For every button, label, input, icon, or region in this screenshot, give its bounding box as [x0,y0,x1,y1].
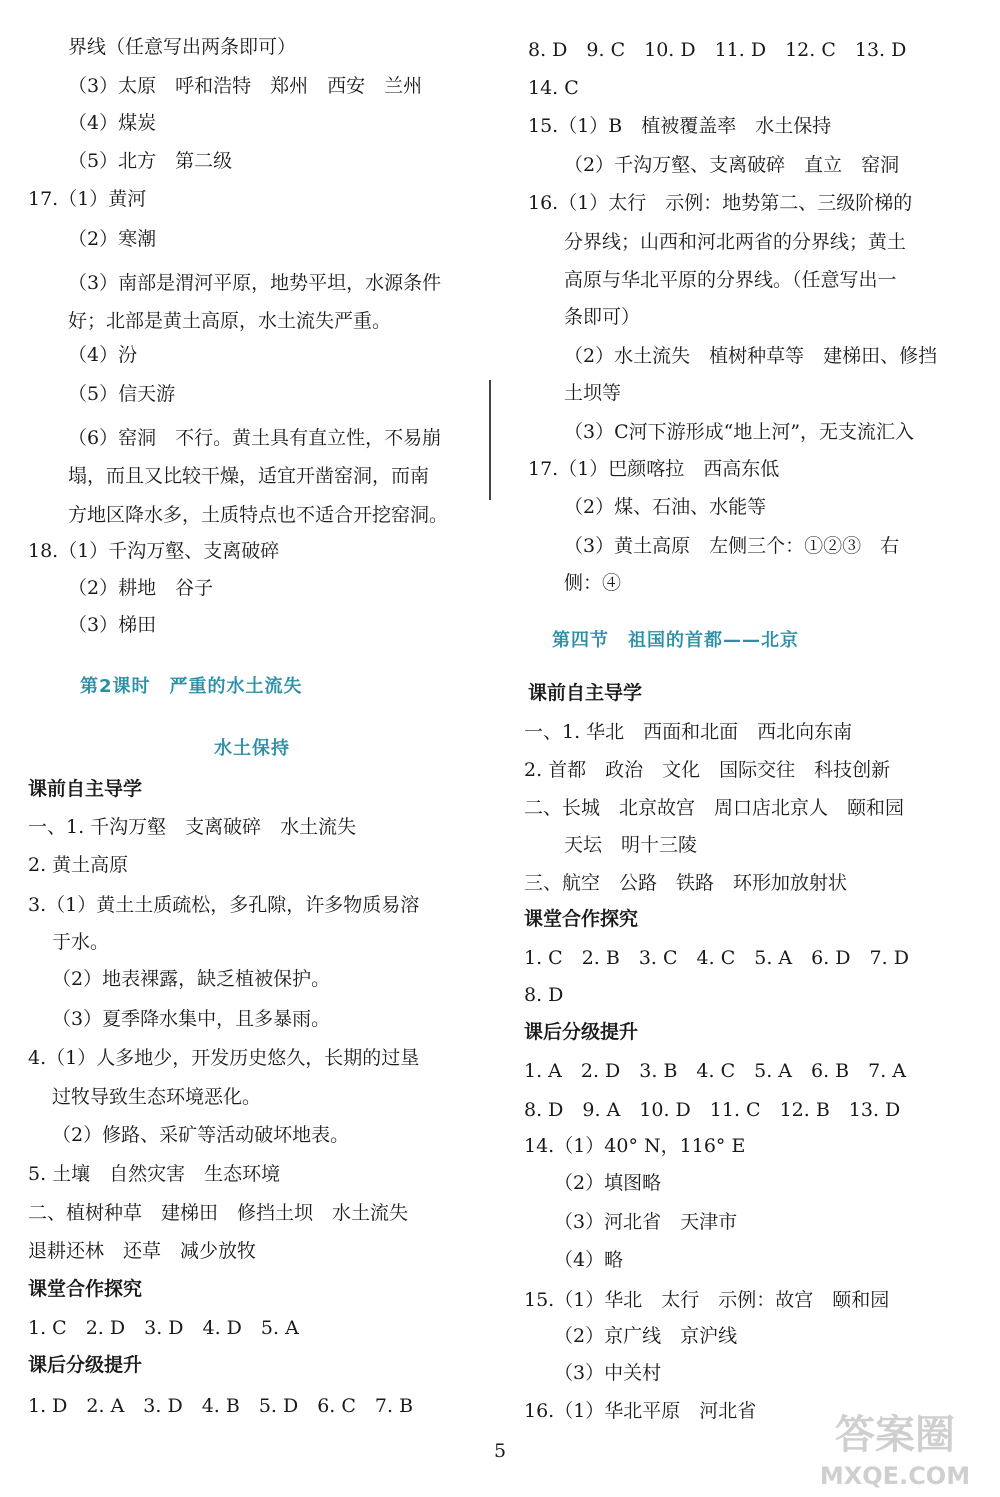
answer-line: 过牧导致生态环境恶化。 [52,1086,262,1108]
answer-line: 4.（1）人多地少，开发历史悠久，长期的过垦 [28,1047,420,1069]
answer-line: （2）寒潮 [68,228,157,250]
subsection-heading: 课堂合作探究 [524,908,639,930]
answer-line: （3）夏季降水集中，且多暴雨。 [52,1008,331,1030]
answer-line: （4）汾 [68,344,138,366]
subsection-heading: 课后分级提升 [28,1354,143,1376]
answer-line: 8. D 9. A 10. D 11. C 12. B 13. D [524,1099,901,1121]
answer-line: （3）梯田 [68,614,157,636]
answer-line: （2）修路、采矿等活动破坏地表。 [52,1124,350,1146]
answer-line: 1. C 2. D 3. D 4. D 5. A [28,1317,299,1339]
watermark-bottom-text: MXQE.COM [819,1462,971,1490]
answer-line: 5. 土壤 自然灾害 生态环境 [28,1163,281,1185]
answer-line: （3）南部是渭河平原，地势平坦，水源条件 [68,272,442,294]
answer-line: 17.（1）巴颜喀拉 西高东低 [528,458,780,480]
answer-line: 一、1. 千沟万壑 支离破碎 水土流失 [28,816,357,838]
answer-line: （3）中关村 [554,1362,662,1384]
watermark-top-text: 答案圈 [835,1412,955,1458]
page-number: 5 [493,1440,507,1462]
answer-line: 一、1. 华北 西面和北面 西北向东南 [524,721,853,743]
answer-line: 二、植树种草 建梯田 修挡土坝 水土流失 [28,1202,409,1224]
section-heading: 第四节 祖国的首都——北京 [552,630,799,651]
answer-line: 1. A 2. D 3. B 4. C 5. A 6. B 7. A [524,1060,907,1082]
answer-line: 条即可） [564,306,641,328]
answer-line: 塌，而且又比较干燥，适宜开凿窑洞，而南 [68,465,430,487]
answer-line: 8. D 9. C 10. D 11. D 12. C 13. D [528,39,907,61]
answer-line: 17.（1）黄河 [28,188,147,210]
subsection-heading: 课堂合作探究 [28,1278,143,1300]
answer-line: （3）黄土高原 左侧三个：①②③ 右 [564,535,900,557]
answer-line: （5）信天游 [68,383,176,405]
answer-line: （4）略 [554,1249,624,1271]
answer-line: （6）窑洞 不行。黄土具有直立性，不易崩 [68,427,442,449]
answer-line: （2）煤、石油、水能等 [564,496,767,518]
answer-line: 2. 黄土高原 [28,854,129,876]
answer-line: 退耕还林 还草 减少放牧 [28,1240,257,1262]
answer-line: 14.（1）40° N，116° E [524,1135,746,1157]
answer-line: 3.（1）黄土土质疏松，多孔隙，许多物质易溶 [28,894,420,916]
answer-line: 16.（1）华北平原 河北省 [524,1400,757,1422]
answer-line: 16.（1）太行 示例：地势第二、三级阶梯的 [528,192,913,214]
answer-line: 2. 首都 政治 文化 国际交往 科技创新 [524,759,891,781]
answer-line: （3）太原 呼和浩特 郑州 西安 兰州 [68,75,423,97]
answer-line: 1. C 2. B 3. C 4. C 5. A 6. D 7. D [524,947,909,969]
answer-line: 天坛 明十三陵 [564,834,698,856]
answer-line: （3）C河下游形成“地上河”，无支流汇入 [564,421,915,443]
watermark-logo [800,1400,990,1492]
subsection-heading: 课后分级提升 [524,1021,639,1043]
answer-line: （2）水土流失 植树种草等 建梯田、修挡 [564,345,938,367]
answer-line: （2）京广线 京沪线 [554,1325,738,1347]
answer-line: 侧：④ [564,572,622,594]
answer-line: （3）河北省 天津市 [554,1211,738,1233]
answer-line: （2）地表裸露，缺乏植被保护。 [52,968,331,990]
answer-line: 14. C [528,77,579,99]
answer-line: 8. D [524,984,564,1006]
answer-line: （5）北方 第二级 [68,150,233,172]
section-heading: 水土保持 [214,738,290,759]
lesson-heading: 第2课时 严重的水土流失 [80,676,303,697]
answer-line: 方地区降水多，土质特点也不适合开挖窑洞。 [68,504,449,526]
answer-line: 三、航空 公路 铁路 环形加放射状 [524,872,848,894]
answer-line: 于水。 [52,931,110,953]
answer-line: 15.（1）华北 太行 示例：故宫 颐和园 [524,1289,890,1311]
answer-line: （4）煤炭 [68,112,157,134]
answer-line: 界线（任意写出两条即可） [68,36,297,58]
column-divider [489,380,491,500]
subsection-heading: 课前自主导学 [528,682,643,704]
answer-line: 土坝等 [564,382,622,404]
answer-line: 1. D 2. A 3. D 4. B 5. D 6. C 7. B [28,1395,414,1417]
answer-line: 二、长城 北京故宫 周口店北京人 颐和园 [524,797,905,819]
answer-line: 高原与华北平原的分界线。（任意写出一 [564,269,897,291]
answer-line: 15.（1）B 植被覆盖率 水土保持 [528,115,832,137]
answer-line: （2）千沟万壑、支离破碎 直立 窑洞 [564,154,900,176]
answer-line: （2）耕地 谷子 [68,577,214,599]
answer-line: 分界线；山西和河北两省的分界线；黄土 [564,231,907,253]
subsection-heading: 课前自主导学 [28,778,143,800]
answer-line: （2）填图略 [554,1172,662,1194]
answer-line: 好；北部是黄土高原，水土流失严重。 [68,310,392,332]
answer-line: 18.（1）千沟万壑、支离破碎 [28,540,280,562]
